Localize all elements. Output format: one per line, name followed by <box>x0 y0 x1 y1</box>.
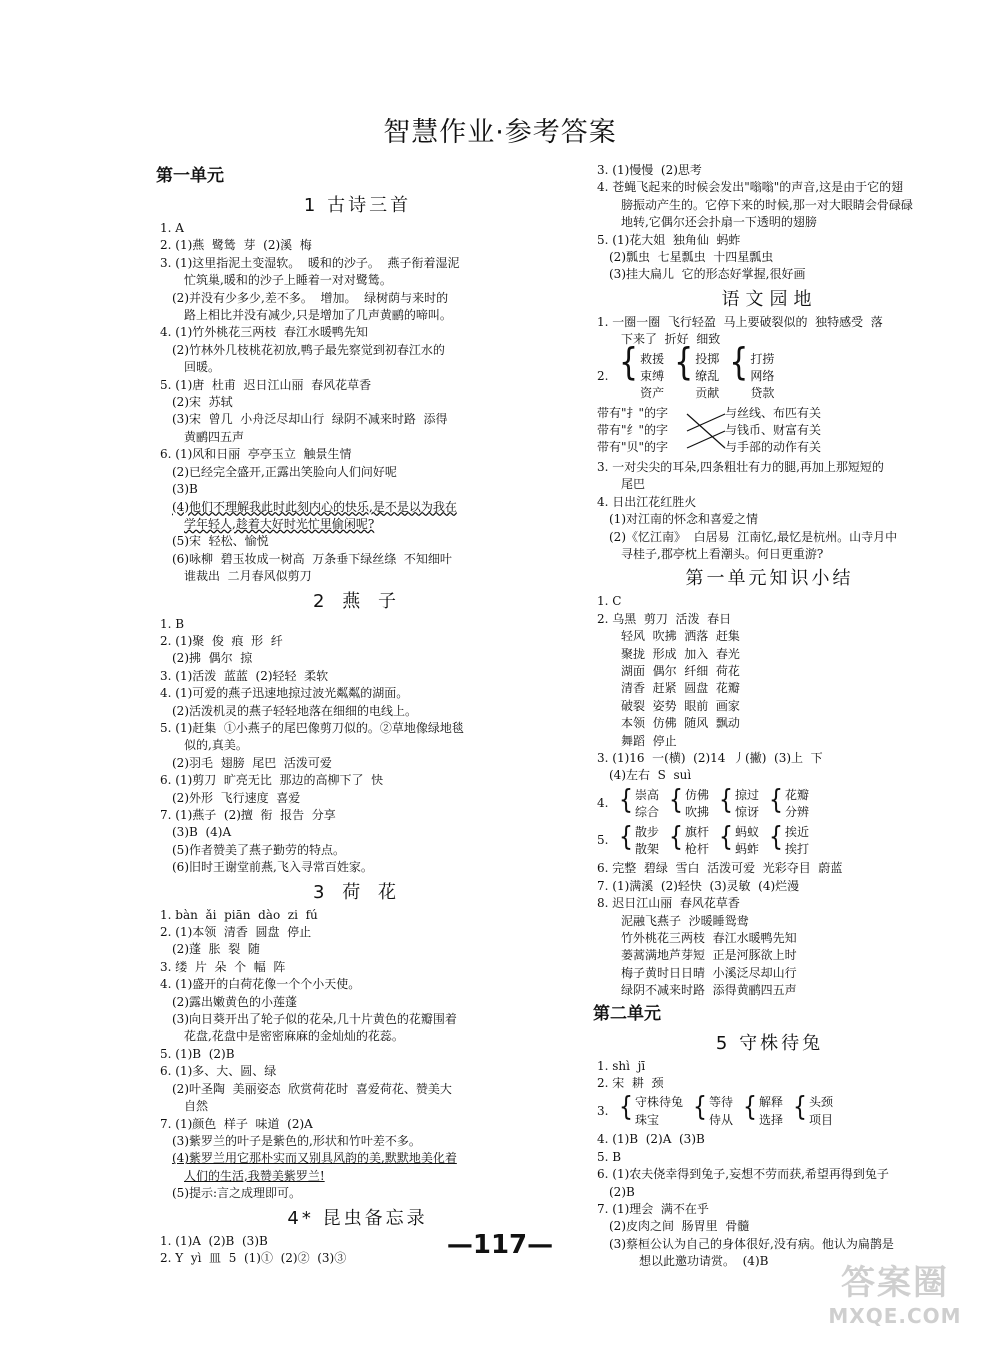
answer-line: (3)挂大扁儿 它的形态好掌握,很好画 <box>609 267 806 282</box>
word: 惊讶 <box>735 805 760 820</box>
answer-line: 6. (1)剪刀 旷亮无比 那边的高柳下了 快 <box>160 773 384 788</box>
answer-line: 聚拢 形成 加入 春光 <box>621 646 740 661</box>
watermark-logo <box>810 1255 980 1328</box>
answer-line: 地转,它偶尔还会扑扇一下透明的翅膀 <box>621 215 817 230</box>
answer-line: 2. 宋 耕 颈 <box>597 1076 664 1091</box>
answer-line: 清香 赶紧 圆盘 花瓣 <box>621 681 740 696</box>
answer-line: (2)活泼机灵的燕子轻轻地落在细细的电线上。 <box>172 703 417 718</box>
answer-line: (2)羽毛 翅膀 尾巴 活泼可爱 <box>172 755 332 770</box>
answer-line: 2. (1)聚 俊 痕 形 纤 <box>160 633 283 648</box>
page-number: —117— <box>446 1230 554 1260</box>
word: 挨近 <box>785 824 810 839</box>
answer-line: 3. (1)16 一(横) (2)14 丿(撇) (3)上 下 <box>597 750 823 765</box>
brace-icon: { <box>743 1093 758 1124</box>
answer-line: (2)瓢虫 七星瓢虫 十四星瓢虫 <box>609 250 774 265</box>
brace-icon: { <box>619 1093 633 1124</box>
word: 散步 <box>635 824 660 839</box>
answer-line: (3)B (4)A <box>172 825 232 840</box>
answer-line: 1. B <box>160 616 185 631</box>
match-right-item: 与手部的动作有关 <box>725 439 822 454</box>
answer-line: 2. Y yì 皿 5 (1)① (2)② (3)③ <box>160 1250 347 1265</box>
word: 珠宝 <box>635 1112 660 1127</box>
answer-line: (2)叶圣陶 美丽姿态 欣赏荷花时 喜爱荷花、赞美大 <box>172 1081 452 1096</box>
answer-line: (5)提示:言之成理即可。 <box>172 1186 302 1201</box>
matching-exercise <box>597 405 942 457</box>
match-line <box>687 414 725 448</box>
answer-line: (2)蓬 胀 裂 随 <box>172 942 260 957</box>
word-group <box>619 340 665 403</box>
answer-line: 轻风 吹拂 洒落 赶集 <box>621 629 740 644</box>
watermark-text: 答案圈 <box>841 1263 949 1303</box>
answer-line: 5. B <box>597 1149 622 1164</box>
word: 等待 <box>709 1095 734 1110</box>
word: 打捞 <box>750 351 775 366</box>
answer-list <box>160 907 555 1203</box>
answer-line: 谁裁出 二月春风似剪刀 <box>184 569 312 584</box>
answer-line: 1. shì jī <box>597 1058 646 1073</box>
question-number: 2. <box>597 369 609 384</box>
answer-line: 2. 乌黑 剪刀 活泼 春日 <box>597 611 732 626</box>
answer-line: (5)作者赞美了燕子勤劳的特点。 <box>172 842 345 857</box>
question-number: 5. <box>597 833 609 848</box>
answer-line: 忙筑巢,暖和的沙子上睡着一对对鹭鸶。 <box>184 273 392 288</box>
answer-line: 湖面 偶尔 纤细 荷花 <box>621 663 740 678</box>
answer-line: 绿阴不减来时路 添得黄鹂四五声 <box>621 983 797 998</box>
answer-line: 3. (1)慢慢 (2)思考 <box>597 163 702 177</box>
answer-line: (4)左右 S suì <box>609 768 692 783</box>
answer-line: 7. (1)满溪 (2)轻快 (3)灵敏 (4)烂漫 <box>597 878 800 893</box>
answer-line: 4. (1)B (2)A (3)B <box>597 1132 705 1147</box>
unit-heading: 第二单元 <box>593 1003 661 1024</box>
answer-line: 花盘,花盘中是密密麻麻的金灿灿的花蕊。 <box>184 1029 404 1044</box>
word: 吹拂 <box>685 805 710 820</box>
answer-line: 下来了 折好 细致 <box>621 332 721 347</box>
answer-line: 3. (1)活泼 蓝蓝 (2)轻轻 柔软 <box>160 668 329 683</box>
answer-line: 似的,真美。 <box>184 738 248 753</box>
answer-line: (5)宋 轻松、愉悦 <box>172 534 269 549</box>
answer-line: 黄鹂四五声 <box>184 429 245 444</box>
section-title: 第一单元知识小结 <box>685 568 854 590</box>
answer-line: 5. (1)花大姐 独角仙 蚂蚱 <box>597 232 741 247</box>
answer-line: 4. (1)可爱的燕子迅速地掠过波光粼粼的湖面。 <box>160 686 409 701</box>
section-title: 2 燕 子 <box>313 590 402 612</box>
brace-icon: { <box>669 785 684 816</box>
brace-icon: { <box>619 340 639 385</box>
answer-line: (6)旧时王谢堂前燕,飞入寻常百姓家。 <box>172 860 373 875</box>
word: 挨打 <box>785 842 810 856</box>
answer-line: (2)拂 偶尔 掠 <box>172 651 253 666</box>
word: 掠过 <box>735 787 760 802</box>
answer-line: (2)《忆江南》 白居易 江南忆,最忆是杭州。山寺月中 <box>609 529 898 544</box>
word-group-block <box>597 340 942 403</box>
word: 分辨 <box>785 805 810 820</box>
answer-line: (3)蔡桓公认为自己的身体很好,没有病。他认为扁鹊是 <box>609 1236 894 1251</box>
brace-icon: { <box>719 785 734 816</box>
answer-line: 4. (1)盛开的白荷花像一个个小天使。 <box>160 977 361 992</box>
answer-line: 7. (1)颜色 样子 味道 (2)A <box>160 1116 313 1131</box>
answer-line: 4. 日出江花红胜火 <box>597 494 697 509</box>
answer-line: 膀振动产生的。它停下来的时候,那一对大眼睛会骨碌碌 <box>621 197 913 212</box>
answer-line: 破裂 姿势 眼前 画家 <box>621 698 740 713</box>
word: 旗杆 <box>685 824 710 839</box>
answer-line: 舞蹈 停止 <box>621 733 677 748</box>
brace-icon: { <box>669 822 684 853</box>
answer-line: 本领 仿佛 随风 飘动 <box>621 716 740 731</box>
answer-line: 5. (1)B (2)B <box>160 1046 235 1061</box>
word: 救援 <box>640 351 665 366</box>
answer-line: (3)B <box>172 482 198 497</box>
answer-line: 泥融飞燕子 沙暖睡鸳鸯 <box>621 913 749 928</box>
answer-line: 蒌蒿满地芦芽短 正是河豚欲上时 <box>621 948 797 963</box>
word: 崇高 <box>635 787 660 802</box>
section-title: 4* 昆虫备忘录 <box>287 1207 428 1229</box>
word-group-block <box>597 787 942 822</box>
word-group-block <box>597 1094 942 1129</box>
section-title: 5 守株待兔 <box>715 1032 824 1054</box>
answer-line: 6. 完整 碧绿 雪白 活泼可爱 光彩夺目 蔚蓝 <box>597 861 843 876</box>
answer-list <box>160 616 555 877</box>
answer-line: 梅子黄时日日晴 小溪泛尽却山行 <box>621 965 797 980</box>
answer-line: 想以此邀功请赏。 (4)B <box>639 1254 769 1269</box>
answer-line: (1)对江南的怀念和喜爱之情 <box>609 512 758 527</box>
answer-line-underlined: (4)他们不理解我此时此刻内心的快乐,是不是以为我在 <box>172 499 457 514</box>
match-line <box>687 431 725 448</box>
answer-line: 6. (1)农夫侥幸得到兔子,妄想不劳而获,希望再得到兔子 <box>597 1167 889 1182</box>
word: 守株待兔 <box>635 1095 684 1110</box>
answer-line: 2. (1)燕 鹭鸶 芽 (2)溪 梅 <box>160 238 312 253</box>
answer-line: 寻桂子,郡亭枕上看潮头。何日更重游? <box>621 546 824 561</box>
brace-icon: { <box>769 822 784 853</box>
answer-line: 7. (1)燕子 (2)擅 衔 报告 分享 <box>160 808 336 822</box>
answer-line: (2)竹林外几枝桃花初放,鸭子最先察觉到初春江水的 <box>172 342 445 357</box>
answer-line-underlined: (4)紫罗兰用它那朴实而又别具风韵的美,默默地美化着 <box>172 1151 457 1166</box>
answer-line: 6. (1)多、大、圆、绿 <box>160 1064 277 1079</box>
section-title: 3 荷 花 <box>313 881 402 903</box>
answer-line: (2)外形 飞行速度 喜爱 <box>172 790 301 805</box>
answer-line: (6)咏柳 碧玉妆成一树高 万条垂下绿丝绦 不知细叶 <box>172 551 452 566</box>
answer-line: (2)B <box>609 1184 635 1199</box>
brace-icon: { <box>674 340 694 385</box>
answer-line: (2)皮肉之间 肠胃里 骨髓 <box>609 1219 750 1234</box>
question-number: 3. <box>597 1104 609 1119</box>
brace-icon: { <box>769 785 784 816</box>
word-group <box>674 340 720 403</box>
answer-line: 1. A <box>160 221 184 235</box>
word: 投掷 <box>695 351 720 366</box>
answer-line: (2)宋 苏轼 <box>172 395 233 410</box>
answer-line: 5. (1)赶集 ①小燕子的尾巴像剪刀似的。②草地像绿地毯 <box>160 720 464 735</box>
section-title: 1 古诗三首 <box>303 195 412 216</box>
word: 头颈 <box>809 1095 834 1110</box>
unit-heading: 第一单元 <box>156 166 224 186</box>
answer-line: 6. (1)风和日丽 亭亭玉立 触景生情 <box>160 447 352 462</box>
answer-list <box>160 220 555 586</box>
answer-line: 回暖。 <box>184 360 221 375</box>
word: 束缚 <box>640 369 665 384</box>
answer-line: 2. (1)本领 清香 圆盘 停止 <box>160 925 312 940</box>
word: 贡献 <box>695 386 720 401</box>
question-number: 4. <box>597 796 609 811</box>
word: 仿佛 <box>685 787 710 802</box>
matching-lines <box>685 405 727 457</box>
answer-line: (2)已经完全盛开,正露出笑脸向人们问好呢 <box>172 464 397 479</box>
word: 解释 <box>759 1095 784 1110</box>
answer-line: 自然 <box>184 1099 209 1114</box>
answer-line: 4. 苍蝇飞起来的时候会发出"嗡嗡"的声音,这是由于它的翅 <box>597 180 904 195</box>
brace-icon: { <box>619 822 633 853</box>
answer-line: 路上相比并没有减少,只是增加了几声黄鹂的啼叫。 <box>184 308 452 323</box>
brace-icon: { <box>729 340 749 385</box>
answer-line: 3. 缕 片 朵 个 幅 阵 <box>160 959 286 974</box>
answer-line: 竹外桃花三两枝 春江水暖鸭先知 <box>621 931 797 946</box>
word: 枪杆 <box>685 842 710 856</box>
answer-list <box>597 162 942 284</box>
answer-line: (3)向日葵开出了轮子似的花朵,几十片黄色的花瓣围着 <box>172 1012 457 1027</box>
word: 花瓣 <box>785 787 810 802</box>
word: 散架 <box>635 842 660 856</box>
word: 资产 <box>640 386 665 401</box>
word: 网络 <box>750 369 775 384</box>
answer-line: (3)紫罗兰的叶子是紫色的,形状和竹叶差不多。 <box>172 1133 421 1148</box>
answer-line: (2)露出嫩黄色的小莲蓬 <box>172 994 297 1009</box>
match-right-item: 与钱币、财富有关 <box>725 422 822 437</box>
answer-line: 7. (1)理会 满不在乎 <box>597 1201 709 1216</box>
answer-line: 4. (1)竹外桃花三两枝 春江水暖鸭先知 <box>160 325 368 340</box>
answer-line-underlined: 学年轻人,趁着大好时光忙里偷闲呢? <box>184 516 375 531</box>
match-left-item: 带有"纟"的字 <box>597 422 669 437</box>
answer-line: 8. 迟日江山丽 春风花草香 <box>597 896 740 911</box>
answer-line: 5. (1)唐 杜甫 迟日江山丽 春风花草香 <box>160 377 372 392</box>
answer-line: 1. (1)A (2)B (3)B <box>160 1233 268 1248</box>
word: 侍从 <box>709 1112 734 1127</box>
brace-icon: { <box>693 1093 708 1124</box>
answer-line: 1. C <box>597 594 622 609</box>
answer-line: (2)并没有少多少,差不多。 增加。 绿树荫与来时的 <box>172 290 449 305</box>
word: 选择 <box>759 1112 784 1127</box>
page-title: 智慧作业·参考答案 <box>383 117 617 148</box>
word: 蚂蚱 <box>735 842 760 856</box>
brace-icon: { <box>619 785 633 816</box>
word-group-block <box>597 824 942 859</box>
match-right-item: 与丝线、布匹有关 <box>725 405 822 420</box>
match-left-item: 带有"贝"的字 <box>597 439 669 454</box>
answer-line: 尾巴 <box>621 477 646 492</box>
word: 综合 <box>635 805 660 820</box>
answer-line: 1. bàn ǎi piān dào zi fú <box>160 907 318 922</box>
right-column <box>593 162 942 1271</box>
answer-line: 3. (1)这里指泥土变湿软。 暖和的沙子。 燕子衔着湿泥 <box>160 255 460 270</box>
answer-line: (3)宋 曾几 小舟泛尽却山行 绿阴不减来时路 添得 <box>172 412 448 427</box>
word: 缭乱 <box>695 369 720 384</box>
watermark-url: MXQE.COM <box>828 1304 962 1328</box>
word-group <box>729 340 775 403</box>
section-title: 语文园地 <box>721 288 818 310</box>
answer-line: 1. 一圈一圈 飞行轻盈 马上要破裂似的 独特感受 落 <box>597 314 883 329</box>
answer-line-underlined: 人们的生活,我赞美紫罗兰! <box>184 1168 325 1183</box>
word: 项目 <box>809 1112 834 1127</box>
word: 蚂蚁 <box>735 824 760 839</box>
brace-icon: { <box>793 1093 808 1124</box>
left-column <box>156 162 555 1267</box>
answer-line: 3. 一对尖尖的耳朵,四条粗壮有力的腿,再加上那短短的 <box>597 459 884 474</box>
word: 贷款 <box>750 386 775 401</box>
brace-icon: { <box>719 822 734 853</box>
match-line <box>687 414 725 431</box>
match-left-item: 带有"扌"的字 <box>597 405 669 420</box>
